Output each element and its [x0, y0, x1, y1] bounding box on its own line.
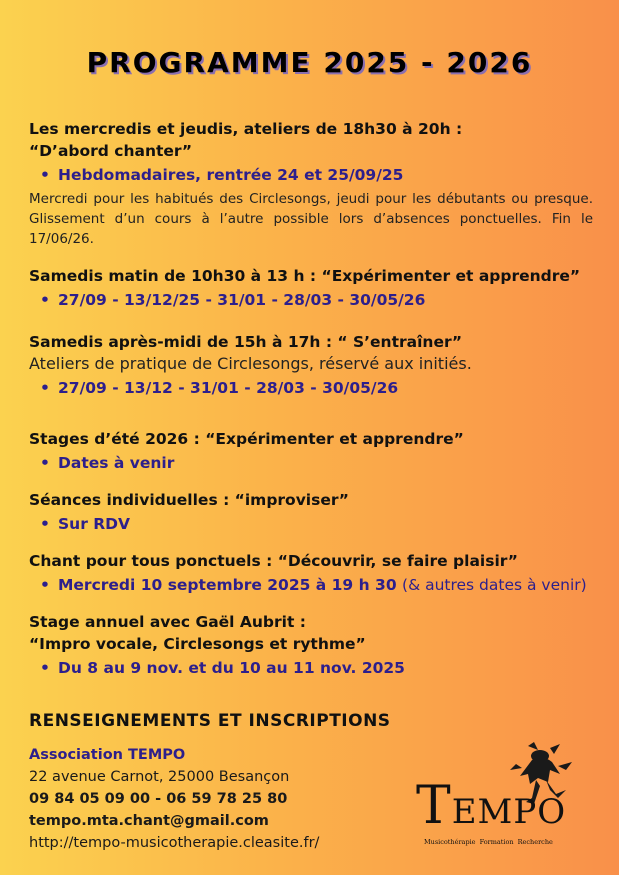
list-item: • 27/09 - 13/12/25 - 31/01 - 28/03 - 30/05/26: [29, 289, 593, 312]
section-body: Ateliers de pratique de Circlesongs, réservé aux initiés.: [29, 354, 472, 373]
tempo-logo: [410, 740, 580, 850]
email[interactable]: tempo.mta.chant@gmail.com: [29, 813, 269, 829]
section-stages-ete: [29, 428, 593, 475]
contact-info: [29, 744, 319, 854]
page-title: PROGRAMME 2025 - 2026: [86, 46, 533, 79]
section-ateliers: [29, 118, 593, 249]
address: 22 avenue Carnot, 25000 Besançon: [29, 769, 290, 785]
section-heading: Samedis après-midi de 15h à 17h : “ S’entraîner”: [29, 333, 463, 351]
section-heading: Les mercredis et jeudis, ateliers de 18h30 à 20h :: [29, 120, 463, 138]
section-heading: Samedis matin de 10h30 à 13 h : “Expérimenter et apprendre”: [29, 267, 581, 285]
section-description: Mercredi pour les habitués des Circlesongs, jeudi pour les débutants ou presque. Glissement d’un cours à l’autre possible lors d’absences ponctuelles. Fin le 17/06/26.: [29, 191, 593, 247]
list-item: • Sur RDV: [29, 513, 593, 536]
list-item: • Du 8 au 9 nov. et du 10 au 11 nov. 2025: [29, 657, 593, 680]
list-item-text: Mercredi 10 septembre 2025 à 19 h 30: [58, 576, 397, 594]
phone-numbers: 09 84 05 09 00 - 06 59 78 25 80: [29, 791, 288, 807]
logo-wordmark: TEMPO: [416, 776, 567, 836]
section-subheading: “Impro vocale, Circlesongs et rythme”: [29, 635, 366, 653]
section-heading: Stages d’été 2026 : “Expérimenter et apprendre”: [29, 430, 464, 448]
association-name: Association TEMPO: [29, 747, 186, 763]
section-samedis-matin: [29, 265, 593, 312]
section-heading: Chant pour tous ponctuels : “Découvrir, se faire plaisir”: [29, 552, 518, 570]
list-item: [29, 574, 593, 597]
logo-subtitle: Musicothérapie Formation Recherche: [424, 838, 553, 846]
section-heading: Stage annuel avec Gaël Aubrit :: [29, 613, 306, 631]
section-stage-annuel: [29, 611, 593, 680]
list-item: • Dates à venir: [29, 452, 593, 475]
section-seances: [29, 489, 593, 536]
list-item: • 27/09 - 13/12 - 31/01 - 28/03 - 30/05/26: [29, 377, 593, 400]
list-item: • Hebdomadaires, rentrée 24 et 25/09/25: [29, 164, 593, 187]
section-samedis-apres-midi: [29, 331, 593, 400]
section-heading: Séances individuelles : “improviser”: [29, 491, 349, 509]
website-link[interactable]: http://tempo-musicotherapie.cleasite.fr/: [29, 835, 320, 851]
section-subheading: “D’abord chanter”: [29, 142, 193, 160]
info-heading: RENSEIGNEMENTS ET INSCRIPTIONS: [29, 711, 391, 731]
list-item-note: (& autres dates à venir): [402, 576, 587, 594]
section-chant-pour-tous: [29, 550, 593, 597]
program-content: [29, 118, 593, 680]
